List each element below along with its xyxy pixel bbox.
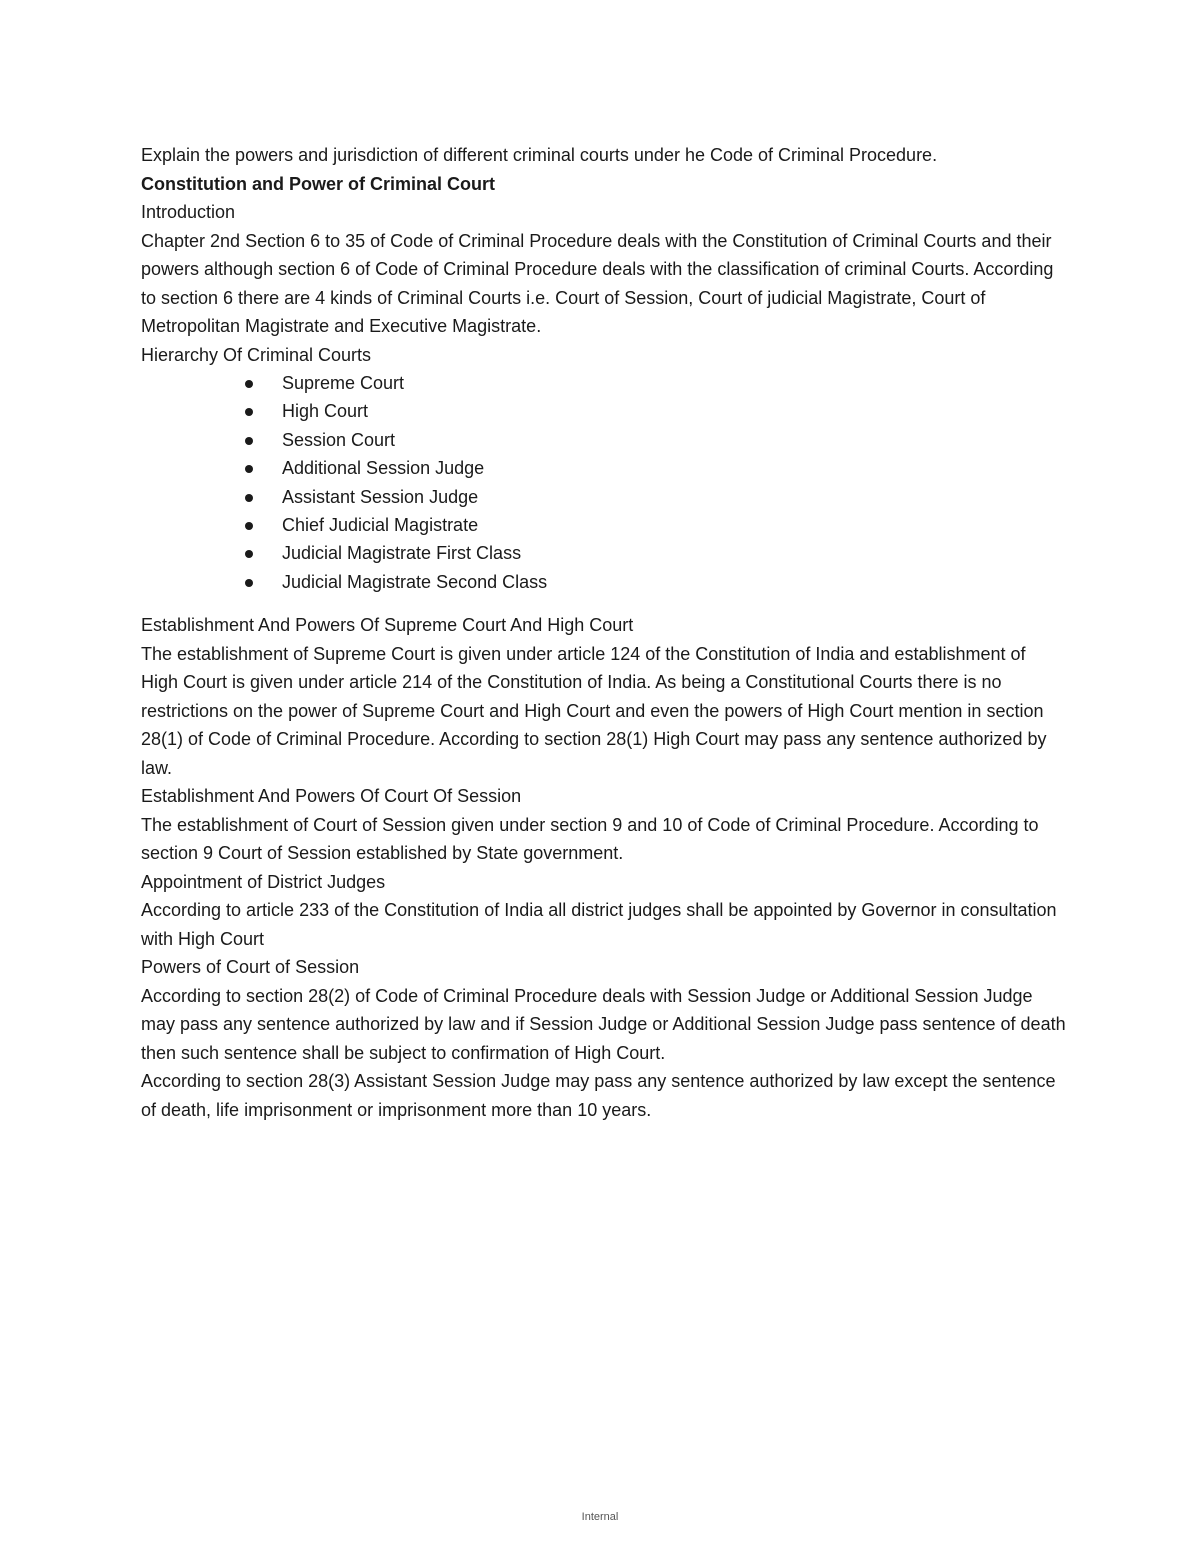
session-heading: Establishment And Powers Of Court Of Session <box>141 786 522 807</box>
question-text: Explain the powers and jurisdiction of different criminal courts under he Code of Criminal Procedure. <box>141 145 938 165</box>
bullet-icon <box>245 465 253 473</box>
session-powers-paragraph-2: According to section 28(3) Assistant Session Judge may pass any sentence authorized by law except the sentence of death, life imprisonment or imprisonment more than 10 years. <box>141 1071 1056 1120</box>
list-item-label: Session Court <box>282 429 396 450</box>
session-powers-paragraph-1: According to section 28(2) of Code of Criminal Procedure deals with Session Judge or Additional Session Judge may pass any sentence authorized by law and if Session Judge or Additional Session Judge pass sentence of death then such sentence shall be subject to confirmation of High Court. <box>141 985 1066 1063</box>
list-item-label: High Court <box>282 401 369 422</box>
list-item <box>141 454 1066 482</box>
introduction-heading: Introduction <box>141 202 236 222</box>
main-heading: Constitution and Power of Criminal Court <box>141 173 495 194</box>
sc-hc-heading: Establishment And Powers Of Supreme Court And High Court <box>141 615 634 636</box>
list-item <box>141 397 1066 425</box>
bullet-icon <box>245 408 253 416</box>
document-body <box>141 141 1066 1124</box>
list-item-label: Supreme Court <box>282 373 405 393</box>
bullet-icon <box>245 494 253 502</box>
list-item-label: Judicial Magistrate Second Class <box>282 571 548 592</box>
list-item <box>141 483 1066 511</box>
bullet-icon <box>245 550 253 558</box>
sc-hc-paragraph: The establishment of Supreme Court is given under article 124 of the Constitution of India and establishment of High Court is given under article 214 of the Constitution of India. As being a Constitutional Courts there is no restrictions on the power of Supreme Court and High Court and even the powers of High Court mention in section 28(1) of Code of Criminal Procedure. According to section 28(1) High Court may pass any sentence authorized by law. <box>141 643 1047 778</box>
district-judges-heading: Appointment of District Judges <box>141 871 386 892</box>
session-paragraph: The establishment of Court of Session given under section 9 and 10 of Code of Criminal Procedure. According to section 9 Court of Session established by State government. <box>141 814 1039 864</box>
session-powers-heading: Powers of Court of Session <box>141 957 360 978</box>
bullet-icon <box>245 437 253 445</box>
introduction-paragraph: Chapter 2nd Section 6 to 35 of Code of Criminal Procedure deals with the Constitution of Criminal Courts and their powers although section 6 of Code of Criminal Procedure deals with the classification of criminal Courts. According to section 6 there are 4 kinds of Criminal Courts i.e. Court of Session, Court of judicial Magistrate, Court of Metropolitan Magistrate and Executive Magistrate. <box>141 230 1054 336</box>
list-item-label: Assistant Session Judge <box>282 486 479 507</box>
list-item <box>141 369 1066 397</box>
hierarchy-list <box>141 369 1066 596</box>
list-item <box>141 511 1066 539</box>
district-judges-paragraph: According to article 233 of the Constitution of India all district judges shall be appointed by Governor in consultation with High Court <box>141 900 1057 949</box>
list-item-label: Judicial Magistrate First Class <box>282 543 522 564</box>
list-item <box>141 539 1066 567</box>
bullet-icon <box>245 522 253 530</box>
list-item-label: Additional Session Judge <box>282 458 485 479</box>
list-item <box>141 568 1066 596</box>
list-item <box>141 426 1066 454</box>
bullet-icon <box>245 380 253 388</box>
bullet-icon <box>245 579 253 587</box>
list-item-label: Chief Judicial Magistrate <box>282 514 479 535</box>
hierarchy-heading: Hierarchy Of Criminal Courts <box>141 344 372 365</box>
footer-label: Internal <box>581 1511 619 1523</box>
